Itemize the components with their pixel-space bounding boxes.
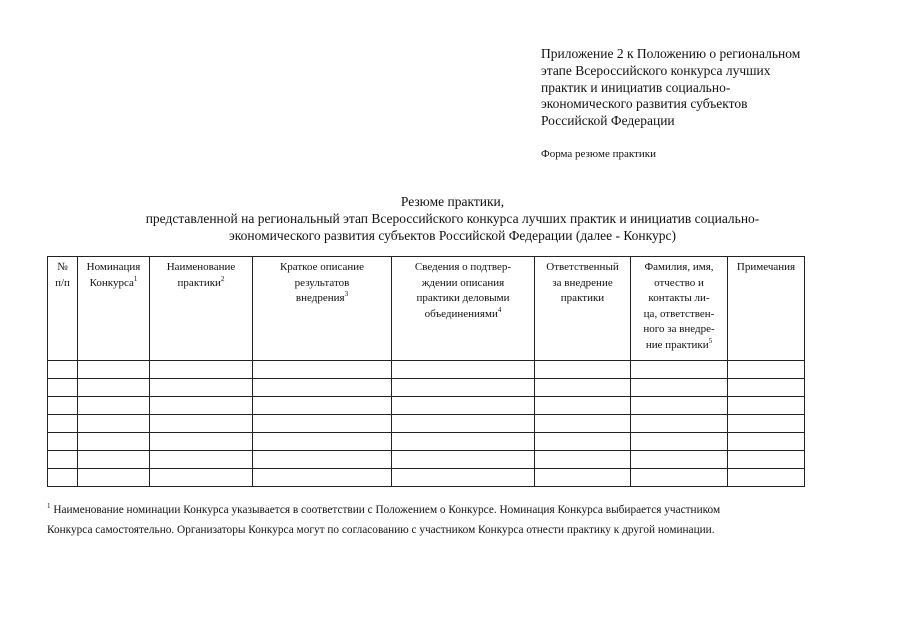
header-line: Ответственный [546,261,619,273]
table-cell[interactable] [392,397,535,415]
table-cell[interactable] [631,469,728,487]
footnote-text: Наименование номинации Конкурса указывается в соответствии с Положением о Конкурсе. Номинация Конкурса выбирается участником [50,504,721,516]
table-cell[interactable] [631,379,728,397]
table-cell[interactable] [150,433,253,451]
table-cell[interactable] [631,451,728,469]
title-line: экономического развития субъектов Российской Федерации (далее - Конкурс) [229,228,676,243]
table-cell[interactable] [392,415,535,433]
header-line: Фамилия, имя, [644,261,714,273]
table-cell[interactable] [78,397,150,415]
table-cell[interactable] [728,361,805,379]
table-cell[interactable] [253,397,392,415]
table-cell[interactable] [150,451,253,469]
document-title [0,193,905,244]
table-body [48,361,805,487]
table-cell[interactable] [535,397,631,415]
header-nomination [78,257,150,361]
resume-table [47,256,805,487]
table-cell[interactable] [78,415,150,433]
table-cell[interactable] [48,451,78,469]
appendix-note [541,46,871,130]
table-cell[interactable] [253,469,392,487]
table-cell[interactable] [78,361,150,379]
table-cell[interactable] [48,379,78,397]
header-line: Номинация [86,261,141,273]
table-row [48,361,805,379]
footnote-ref: 3 [344,290,349,298]
header-line: Сведения о подтвер- [414,261,512,273]
table-row [48,379,805,397]
header-line: практики [560,292,605,304]
appendix-line: Приложение 2 к Положению о региональном [541,46,801,61]
header-contact-person [631,257,728,361]
appendix-line: этапе Всероссийского конкурса лучших [541,62,771,78]
title-line: Резюме практики, [400,194,505,209]
table-cell[interactable] [728,469,805,487]
table-row [48,469,805,487]
title-line: представленной на региональный этап Всероссийского конкурса лучших практик и инициатив социально- [145,211,760,226]
table-cell[interactable] [392,451,535,469]
table-cell[interactable] [48,397,78,415]
appendix-line: практик и инициатив социально- [541,79,731,95]
table-cell[interactable] [392,379,535,397]
table-cell[interactable] [535,433,631,451]
table-cell[interactable] [392,361,535,379]
table-cell[interactable] [253,361,392,379]
header-line: Краткое описание [279,261,365,273]
table-cell[interactable] [253,451,392,469]
table-cell[interactable] [631,415,728,433]
footnote-ref: 2 [220,274,225,283]
table-cell[interactable] [150,397,253,415]
header-line: ца, ответствен- [643,307,715,320]
footnote-ref: 4 [497,305,502,314]
table-cell[interactable] [392,433,535,451]
appendix-line: экономического развития субъектов [541,96,748,112]
table-cell[interactable] [78,469,150,487]
table-header-row [48,257,805,361]
header-line: практики$^2$ [177,274,225,289]
table-cell[interactable] [78,451,150,469]
table-cell[interactable] [48,361,78,379]
table-cell[interactable] [48,469,78,487]
table-cell[interactable] [535,469,631,487]
appendix-line: Российской Федерации [541,113,675,129]
table-row [48,397,805,415]
table-cell[interactable] [150,361,253,379]
table-cell[interactable] [48,433,78,451]
table-row [48,451,805,469]
header-line: Примечания [736,261,796,273]
table-row [48,433,805,451]
header-line: практики деловыми [416,292,510,304]
footnote-ref: 1 [133,274,138,283]
footnote-text: Конкурса самостоятельно. Организаторы Конкурса могут по согласованию с участником Конкурса отнести практику к другой номинации. [47,524,715,536]
header-line: п/п [55,276,70,289]
table-cell[interactable] [728,433,805,451]
header-line: ного за внедре- [643,323,715,335]
header-line: Конкурса$^1$ [89,274,138,289]
footnote-ref: 5 [708,336,713,345]
header-number [48,257,78,361]
table-cell[interactable] [535,361,631,379]
table-cell[interactable] [78,379,150,397]
form-label: Форма резюме практики [541,148,656,160]
header-results [253,257,392,361]
table-cell[interactable] [150,415,253,433]
table-cell[interactable] [535,415,631,433]
header-line: Наименование [166,261,236,273]
table-cell[interactable] [631,433,728,451]
header-line: № [57,261,68,273]
header-notes [728,257,805,361]
header-line: за внедрение [552,276,613,289]
header-line: объединениями$^4$ [424,305,502,320]
header-line: результатов [294,276,350,289]
table-cell[interactable] [253,433,392,451]
footnote-line-1 [47,500,847,520]
table-cell[interactable] [78,433,150,451]
table-cell[interactable] [728,379,805,397]
header-line: ние практики$^5$ [645,336,713,351]
header-confirmation [392,257,535,361]
table-cell[interactable] [631,397,728,415]
footnote [47,500,847,540]
header-practice-name [150,257,253,361]
header-line: отчество и [654,276,704,289]
header-line: контакты ли- [648,292,710,304]
table-cell[interactable] [392,469,535,487]
table-cell[interactable] [150,469,253,487]
table-cell[interactable] [48,415,78,433]
header-responsible [535,257,631,361]
table-cell[interactable] [253,415,392,433]
table-cell[interactable] [631,361,728,379]
table-row [48,415,805,433]
table-cell[interactable] [253,379,392,397]
table-cell[interactable] [150,379,253,397]
table-cell[interactable] [728,451,805,469]
table-cell[interactable] [728,415,805,433]
table-cell[interactable] [535,451,631,469]
header-line: ждении описания [421,276,505,289]
table-cell[interactable] [535,379,631,397]
table-cell[interactable] [728,397,805,415]
header-line: внедрения$^3$ [295,290,349,304]
footnote-marker: 1 [47,502,51,510]
